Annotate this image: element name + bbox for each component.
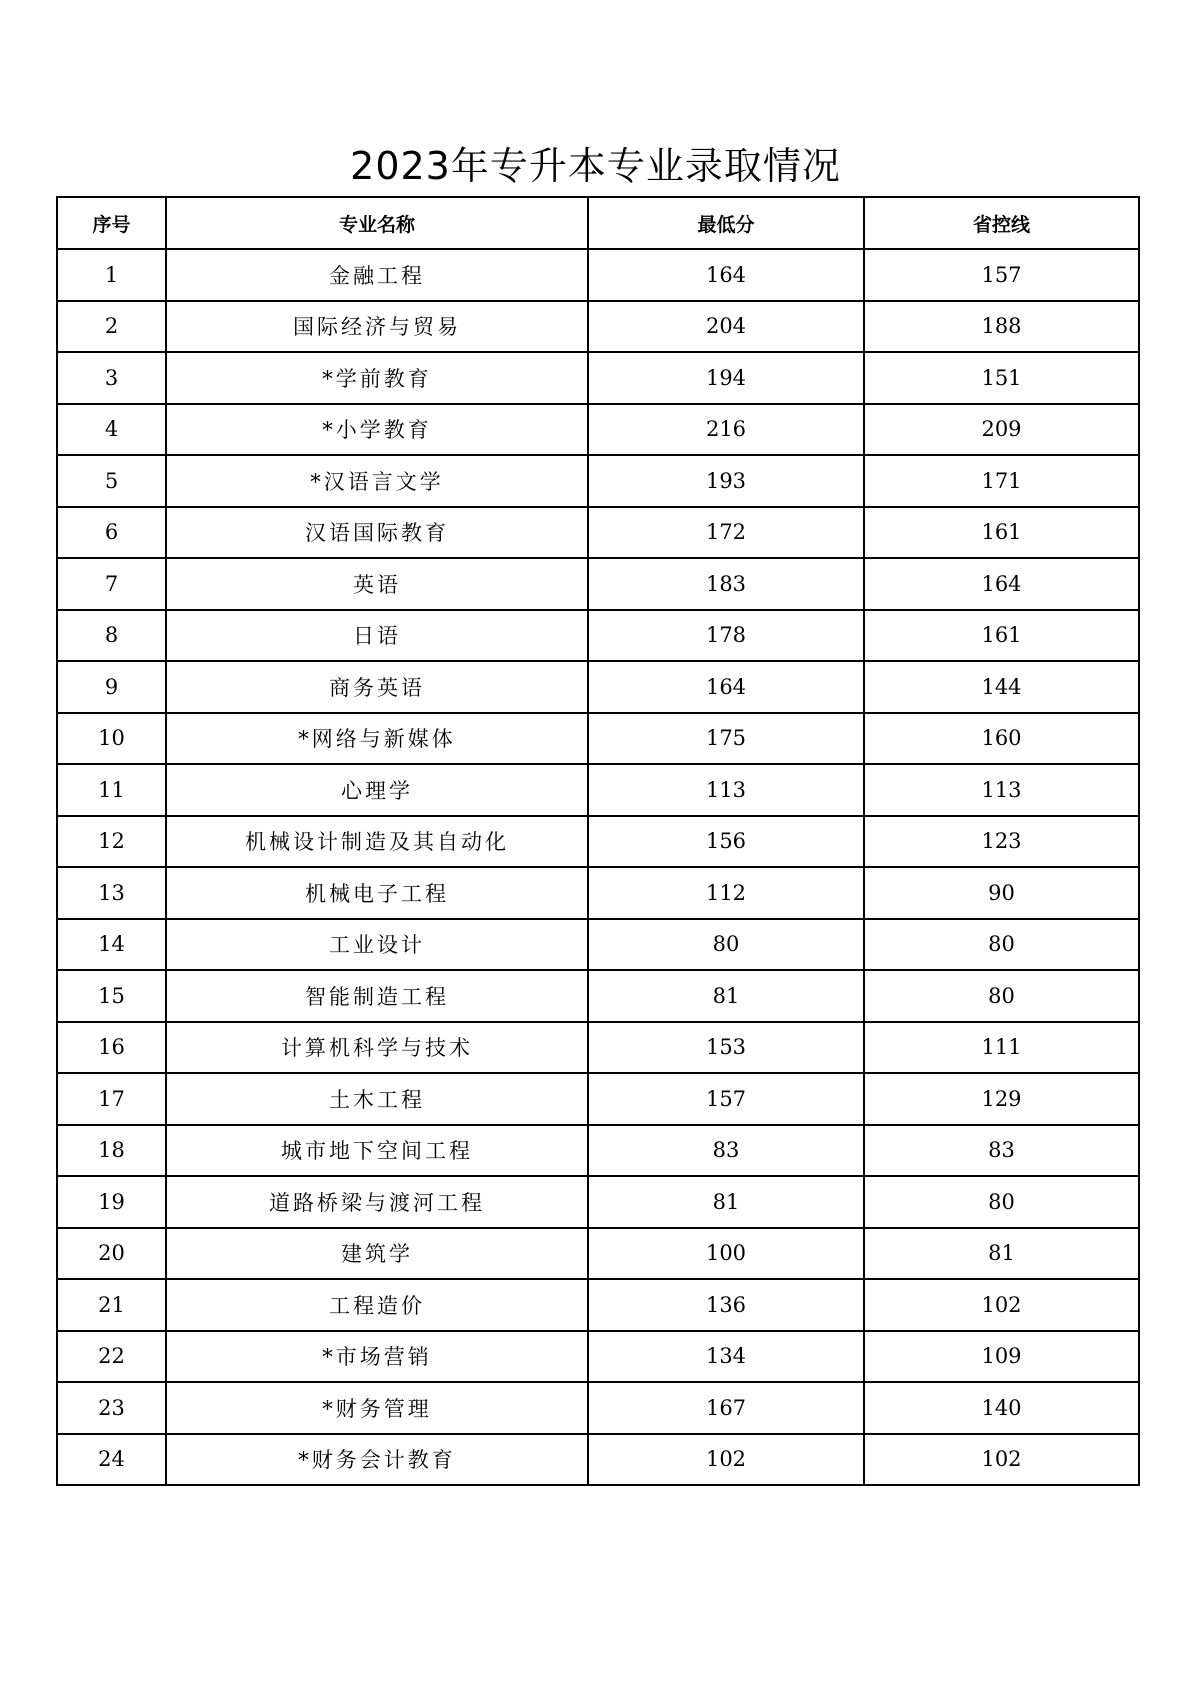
cell-min-score: 112 [588,867,864,919]
table-row [57,352,1139,404]
cell-index: 22 [57,1331,166,1383]
cell-min-score: 100 [588,1228,864,1280]
table-row [57,249,1139,301]
cell-min-score: 156 [588,816,864,868]
cell-index: 15 [57,970,166,1022]
cell-min-score: 102 [588,1434,864,1486]
table-row [57,661,1139,713]
cell-control-line: 209 [864,404,1139,456]
cell-major: 智能制造工程 [166,970,588,1022]
admission-table [56,196,1140,1486]
cell-index: 20 [57,1228,166,1280]
cell-min-score: 167 [588,1382,864,1434]
cell-min-score: 216 [588,404,864,456]
cell-min-score: 153 [588,1022,864,1074]
cell-index: 13 [57,867,166,919]
table-row [57,507,1139,559]
cell-control-line: 102 [864,1434,1139,1486]
cell-control-line: 151 [864,352,1139,404]
table-row [57,1434,1139,1486]
cell-index: 5 [57,455,166,507]
cell-index: 9 [57,661,166,713]
table-row [57,301,1139,353]
cell-control-line: 113 [864,764,1139,816]
cell-major: 建筑学 [166,1228,588,1280]
cell-control-line: 164 [864,558,1139,610]
table-row [57,1331,1139,1383]
header-control-line: 省控线 [864,197,1139,249]
cell-control-line: 129 [864,1073,1139,1125]
cell-control-line: 160 [864,713,1139,765]
cell-min-score: 136 [588,1279,864,1331]
cell-index: 16 [57,1022,166,1074]
table-row [57,610,1139,662]
cell-min-score: 204 [588,301,864,353]
cell-control-line: 80 [864,970,1139,1022]
cell-control-line: 80 [864,1176,1139,1228]
cell-major: 英语 [166,558,588,610]
cell-control-line: 109 [864,1331,1139,1383]
cell-min-score: 113 [588,764,864,816]
cell-control-line: 111 [864,1022,1139,1074]
cell-index: 14 [57,919,166,971]
header-min-score: 最低分 [588,197,864,249]
cell-major: 道路桥梁与渡河工程 [166,1176,588,1228]
cell-control-line: 90 [864,867,1139,919]
cell-min-score: 80 [588,919,864,971]
cell-index: 1 [57,249,166,301]
cell-major: 土木工程 [166,1073,588,1125]
cell-min-score: 178 [588,610,864,662]
table-row [57,919,1139,971]
cell-major: *学前教育 [166,352,588,404]
cell-min-score: 83 [588,1125,864,1177]
cell-major: *市场营销 [166,1331,588,1383]
header-index: 序号 [57,197,166,249]
table-row [57,1279,1139,1331]
table-row [57,404,1139,456]
cell-index: 2 [57,301,166,353]
table-row [57,1228,1139,1280]
table-row [57,1176,1139,1228]
cell-control-line: 80 [864,919,1139,971]
cell-min-score: 157 [588,1073,864,1125]
cell-major: *小学教育 [166,404,588,456]
cell-min-score: 194 [588,352,864,404]
cell-major: 城市地下空间工程 [166,1125,588,1177]
cell-control-line: 144 [864,661,1139,713]
cell-min-score: 172 [588,507,864,559]
cell-index: 21 [57,1279,166,1331]
cell-control-line: 161 [864,507,1139,559]
cell-major: 国际经济与贸易 [166,301,588,353]
cell-index: 18 [57,1125,166,1177]
table-body [57,249,1139,1485]
header-major: 专业名称 [166,197,588,249]
cell-index: 17 [57,1073,166,1125]
cell-major: 心理学 [166,764,588,816]
cell-major: *网络与新媒体 [166,713,588,765]
cell-index: 11 [57,764,166,816]
cell-index: 24 [57,1434,166,1486]
table-row [57,1022,1139,1074]
cell-control-line: 171 [864,455,1139,507]
cell-major: 商务英语 [166,661,588,713]
cell-index: 6 [57,507,166,559]
cell-major: 机械设计制造及其自动化 [166,816,588,868]
cell-min-score: 175 [588,713,864,765]
table-row [57,1382,1139,1434]
cell-major: 汉语国际教育 [166,507,588,559]
table-row [57,558,1139,610]
cell-index: 3 [57,352,166,404]
cell-control-line: 140 [864,1382,1139,1434]
cell-min-score: 134 [588,1331,864,1383]
table-header-row [57,197,1139,249]
cell-index: 8 [57,610,166,662]
table-row [57,1125,1139,1177]
cell-control-line: 81 [864,1228,1139,1280]
cell-major: 计算机科学与技术 [166,1022,588,1074]
cell-control-line: 157 [864,249,1139,301]
cell-index: 4 [57,404,166,456]
cell-min-score: 183 [588,558,864,610]
table-row [57,1073,1139,1125]
cell-major: 工程造价 [166,1279,588,1331]
table-row [57,713,1139,765]
cell-min-score: 81 [588,970,864,1022]
cell-min-score: 81 [588,1176,864,1228]
table-row [57,455,1139,507]
cell-min-score: 164 [588,661,864,713]
page-title: 2023年专升本专业录取情况 [350,144,841,188]
cell-control-line: 102 [864,1279,1139,1331]
cell-major: 金融工程 [166,249,588,301]
cell-major: *财务会计教育 [166,1434,588,1486]
table-row [57,970,1139,1022]
table-row [57,764,1139,816]
cell-index: 19 [57,1176,166,1228]
cell-control-line: 123 [864,816,1139,868]
table-row [57,816,1139,868]
cell-min-score: 193 [588,455,864,507]
cell-major: 日语 [166,610,588,662]
cell-major: 工业设计 [166,919,588,971]
cell-control-line: 188 [864,301,1139,353]
cell-index: 23 [57,1382,166,1434]
cell-major: *汉语言文学 [166,455,588,507]
cell-major: *财务管理 [166,1382,588,1434]
cell-index: 12 [57,816,166,868]
table-row [57,867,1139,919]
cell-major: 机械电子工程 [166,867,588,919]
cell-min-score: 164 [588,249,864,301]
cell-control-line: 161 [864,610,1139,662]
cell-index: 7 [57,558,166,610]
cell-control-line: 83 [864,1125,1139,1177]
cell-index: 10 [57,713,166,765]
